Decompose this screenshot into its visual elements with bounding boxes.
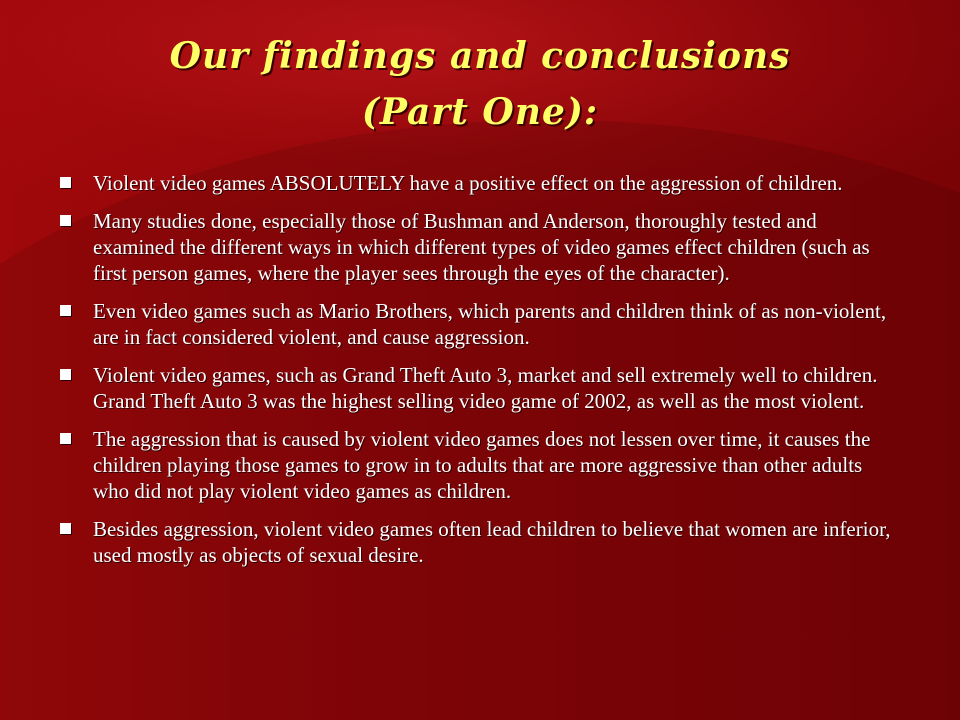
bullet-text: Even video games such as Mario Brothers, which parents and children think of as non-violent, are in fact considered violent, and cause aggression. [93, 299, 887, 349]
slide-title [100, 28, 860, 140]
square-bullet-icon [60, 215, 71, 226]
bullet-item [58, 516, 898, 568]
square-bullet-icon [60, 369, 71, 380]
bullet-text: The aggression that is caused by violent video games does not lessen over time, it causes the children playing those games to grow in to adults that are more aggressive than other adults who did not play violent video games as children. [93, 427, 871, 503]
bullet-list [58, 170, 898, 580]
bullet-text: Many studies done, especially those of Bushman and Anderson, thoroughly tested and examined the different ways in which different types of video games effect children (such as first person games, where the player sees through the eyes of the character). [93, 209, 870, 285]
square-bullet-icon [60, 305, 71, 316]
slide-title-line-1: Our findings and conclusions [169, 35, 791, 77]
slide-title-line-2: (Part One): [361, 91, 599, 133]
square-bullet-icon [60, 433, 71, 444]
bullet-item [58, 208, 898, 286]
bullet-text: Violent video games, such as Grand Theft Auto 3, market and sell extremely well to children. Grand Theft Auto 3 was the highest selling video game of 2002, as well as the most violent. [93, 363, 878, 413]
square-bullet-icon [60, 523, 71, 534]
bullet-text: Violent video games ABSOLUTELY have a positive effect on the aggression of children. [93, 171, 843, 195]
bullet-item [58, 170, 898, 196]
bullet-item [58, 426, 898, 504]
bullet-text: Besides aggression, violent video games often lead children to believe that women are inferior, used mostly as objects of sexual desire. [93, 517, 891, 567]
bullet-item [58, 362, 898, 414]
square-bullet-icon [60, 177, 71, 188]
bullet-item [58, 298, 898, 350]
